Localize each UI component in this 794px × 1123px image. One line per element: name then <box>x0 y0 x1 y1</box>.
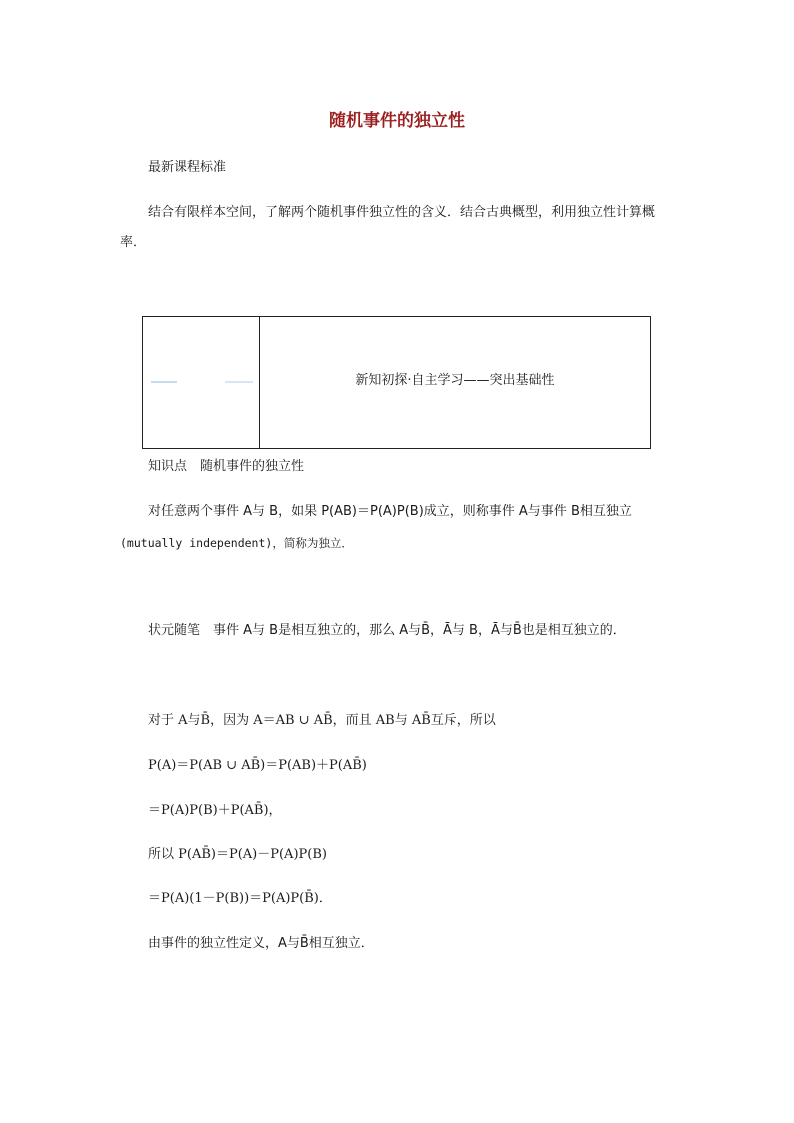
definition-line-1: 对任意两个事件 A与 B，如果 P(AB)＝P(A)P(B)成立，则称事件 A与事件 B相互独立 <box>148 504 632 519</box>
banner-left-cell <box>143 317 260 448</box>
banner-text: 新知初探·自主学习——突出基础性 <box>355 373 555 388</box>
proof-line: ＝P(A)P(B)＋P(AB̄)， <box>148 803 282 818</box>
curriculum-standard-text: 结合有限样本空间，了解两个随机事件独立性的含义．结合古典概型，利用独立性计算概率． <box>120 205 656 250</box>
note-text: 状元随笔 事件 A与 B是相互独立的，那么 A与B̄，Ā与 B，Ā与B̄也是相互独立的． <box>148 623 626 638</box>
decorative-line <box>151 381 177 383</box>
proof-conclusion: 由事件的独立性定义，A与B̄相互独立． <box>148 936 374 951</box>
section-banner <box>142 316 651 449</box>
decorative-line <box>225 381 253 383</box>
proof-line: 对于 A与B̄，因为 A＝AB ∪ AB̄，而且 AB与 AB̄互斥，所以 <box>148 713 496 728</box>
proof-line: P(A)＝P(AB ∪ AB̄)＝P(AB)＋P(AB̄) <box>148 758 367 773</box>
proof-line: ＝P(A)(1－P(B))＝P(A)P(B̄)． <box>148 891 332 906</box>
knowledge-point-heading: 知识点 随机事件的独立性 <box>148 459 305 474</box>
section-label: 最新课程标准 <box>148 160 227 175</box>
page-title: 随机事件的独立性 <box>329 111 465 131</box>
definition-line-2: (mutually independent)，简称为独立． <box>120 536 353 550</box>
proof-line: 所以 P(AB̄)＝P(A)－P(A)P(B) <box>148 847 327 862</box>
